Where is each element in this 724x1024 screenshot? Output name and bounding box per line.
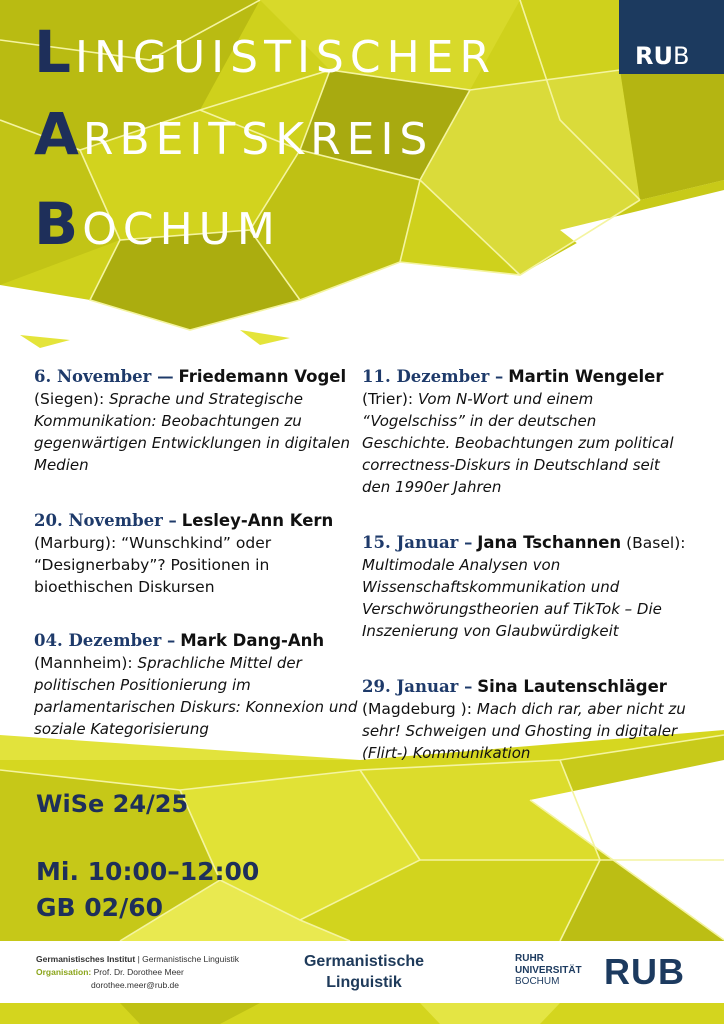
footer-university-name [515, 953, 582, 988]
event-speaker: Martin Wengeler [508, 367, 664, 386]
semester-label: WiSe 24/25 [36, 790, 189, 818]
event-wengeler [362, 366, 688, 498]
title-initial-a: A [34, 100, 83, 168]
uni-line-3: BOCHUM [515, 976, 560, 987]
event-topic: Vom N-Wort und einem “Vogelschiss” in der deutschen Geschichte. Beobachtungen zum political correctness-Diskurs in Deutschland seit den 1990er Jahren [362, 390, 674, 496]
event-speaker: Friedemann Vogel [178, 367, 347, 386]
event-place: (Marburg): [34, 534, 117, 552]
event-place: (Siegen): [34, 390, 105, 408]
footer-organisation [36, 953, 239, 992]
event-topic: Sprachliche Mittel der politischen Positionierung im parlamentarischen Diskurs: Konnexion und soziale Kategorisierung [34, 654, 358, 738]
event-place: (Magdeburg ): [362, 700, 472, 718]
department-line-2: Linguistik [326, 974, 402, 991]
event-date: 29. Januar – [362, 677, 473, 696]
footer [0, 941, 724, 1003]
event-place: (Basel): [626, 534, 686, 552]
footer-institute: Germanistisches Institut | Germanistische Linguistik [36, 954, 239, 964]
uni-line-2: UNIVERSITÄT [515, 964, 582, 976]
event-topic: Multimodale Analysen von Wissenschaftskommunikation und Verschwörungstheorien auf TikTok – Die Inszenierung von Glaubwürdigkeit [362, 556, 662, 640]
event-date: 11. Dezember – [362, 367, 504, 386]
title-word-1: INGUISTISCHER [74, 32, 497, 83]
title-word-3: OCHUM [82, 204, 281, 255]
event-speaker: Sina Lautenschläger [477, 677, 667, 696]
event-date: 15. Januar – [362, 533, 473, 552]
rub-logo-text: RUB [635, 42, 690, 70]
event-date: 04. Dezember – [34, 631, 176, 650]
event-tschannen [362, 532, 688, 642]
event-topic: “Wunschkind” oder “Designerbaby”? Positionen in bioethischen Diskursen [34, 534, 272, 596]
event-speaker: Mark Dang-Anh [180, 631, 325, 650]
title-line-1 [34, 18, 496, 86]
event-place: (Mannheim): [34, 654, 133, 672]
event-kern [34, 510, 360, 598]
room-label: GB 02/60 [36, 893, 163, 922]
time-and-room [36, 854, 259, 926]
event-topic: Mach dich rar, aber nicht zu sehr! Schweigen und Ghosting in digitaler (Flirt-) Kommunikation [362, 700, 686, 762]
title-line-3 [34, 190, 281, 258]
event-date: 20. November – [34, 511, 177, 530]
footer-email[interactable]: dorothee.meer@rub.de [91, 980, 180, 990]
uni-line-1: RUHR [515, 953, 544, 964]
event-vogel [34, 366, 360, 476]
event-dang-anh [34, 630, 360, 740]
event-date: 6. November — [34, 367, 174, 386]
department-line-1: Germanistische [303, 953, 425, 970]
title-initial-b: B [34, 190, 83, 258]
rub-logo-top [619, 0, 724, 74]
time-label: Mi. 10:00–12:00 [36, 857, 260, 886]
event-topic: Sprache und Strategische Kommunikation: Beobachtungen zu gegenwärtigen Entwicklungen in digitalen Medien [34, 390, 350, 474]
title-initial-l: L [34, 18, 75, 86]
title-word-2: RBEITSKREIS [82, 114, 434, 165]
title-line-2 [34, 100, 433, 168]
event-lautenschlaeger [362, 676, 688, 764]
rub-logo-footer: RUB [604, 951, 685, 992]
event-speaker: Jana Tschannen [477, 533, 622, 552]
event-place: (Trier): [362, 390, 414, 408]
event-speaker: Lesley-Ann Kern [181, 511, 334, 530]
footer-organiser: Organisation: Prof. Dr. Dorothee Meer [36, 967, 184, 977]
footer-department-logo [284, 951, 444, 993]
